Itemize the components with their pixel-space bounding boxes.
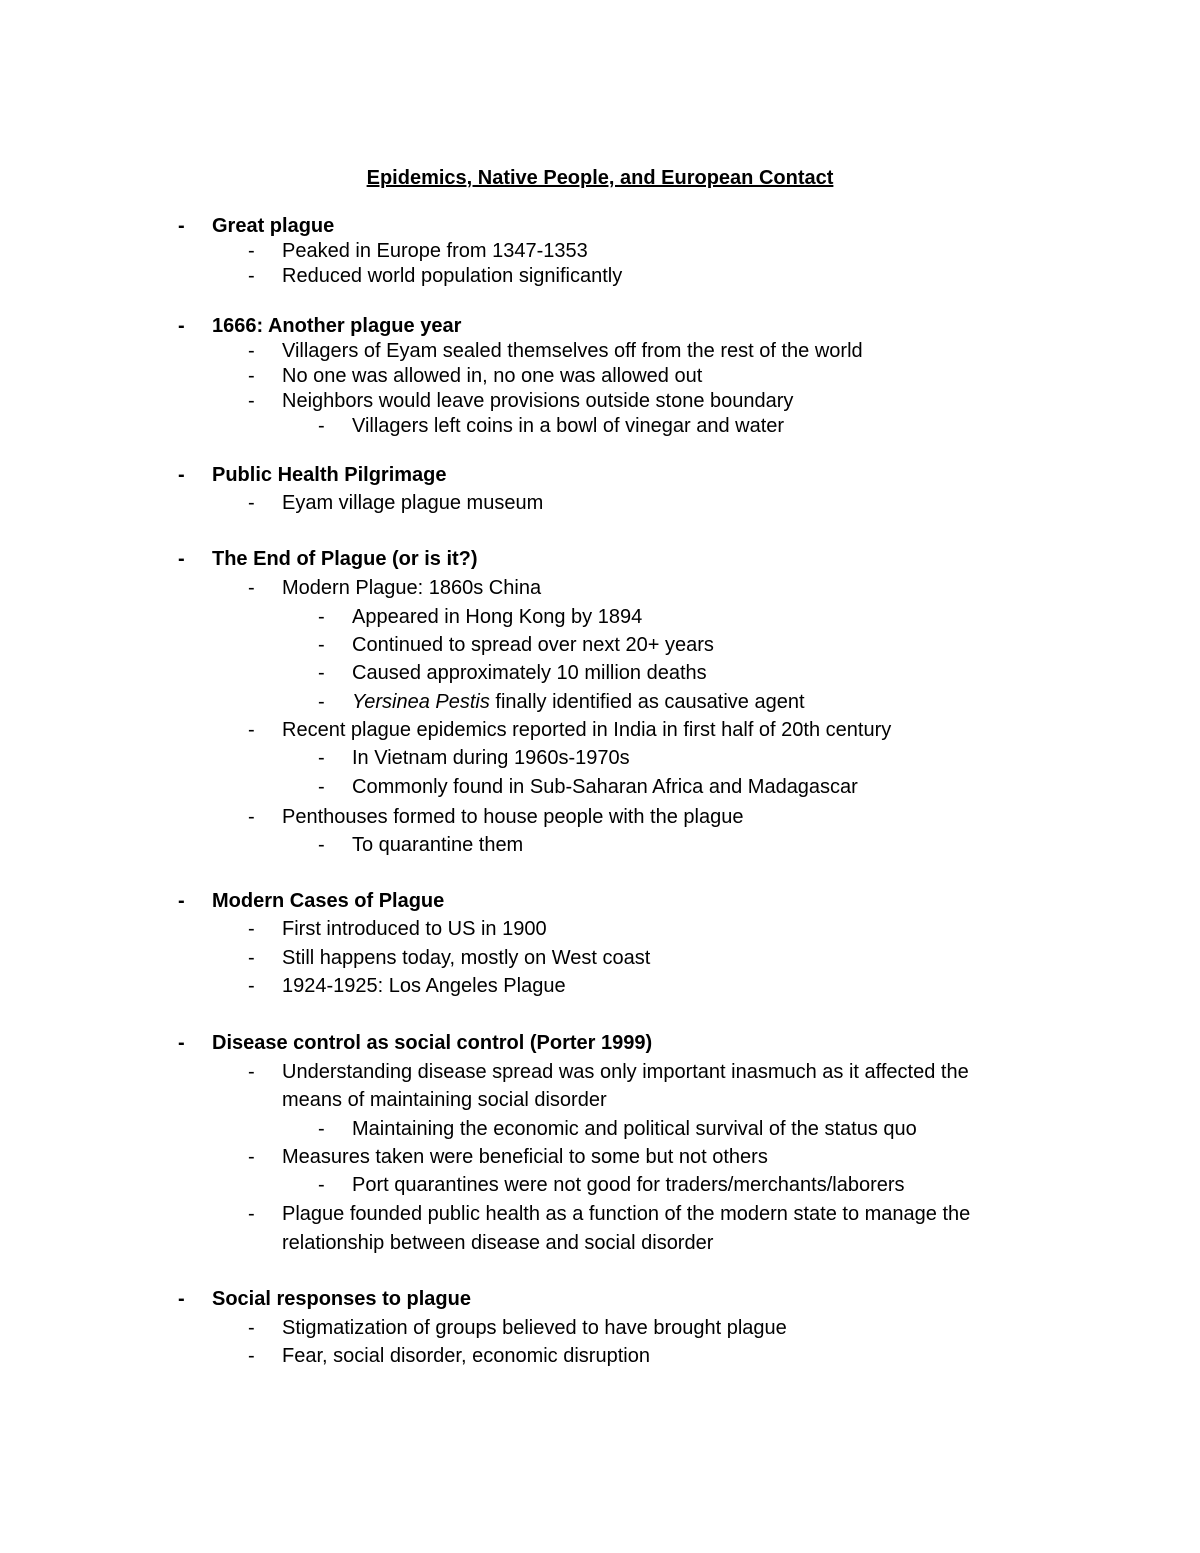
list-item: Modern Plague: 1860s China bbox=[282, 577, 542, 599]
section-heading: The End of Plague (or is it?) bbox=[212, 548, 478, 570]
bullet-dash: - bbox=[248, 1146, 255, 1168]
bullet-dash: - bbox=[248, 975, 255, 997]
bullet-dash: - bbox=[248, 492, 255, 514]
bullet-dash: - bbox=[318, 662, 325, 684]
bullet-dash: - bbox=[178, 1288, 185, 1310]
list-item: Commonly found in Sub-Saharan Africa and Madagascar bbox=[352, 776, 858, 798]
list-item: No one was allowed in, no one was allowed out bbox=[282, 365, 703, 387]
bullet-dash: - bbox=[318, 1174, 325, 1196]
list-item: Peaked in Europe from 1347-1353 bbox=[282, 240, 588, 262]
bullet-dash: - bbox=[318, 415, 325, 437]
list-item: Understanding disease spread was only important inasmuch as it affected the bbox=[282, 1061, 969, 1083]
list-item: means of maintaining social disorder bbox=[282, 1089, 607, 1111]
bullet-dash: - bbox=[178, 315, 185, 337]
bullet-dash: - bbox=[318, 834, 325, 856]
section-heading: Disease control as social control (Porter 1999) bbox=[212, 1032, 653, 1054]
bullet-dash: - bbox=[318, 634, 325, 656]
list-item bbox=[352, 690, 805, 714]
italic-term: Yersinea Pestis bbox=[352, 691, 490, 713]
bullet-dash: - bbox=[178, 1032, 185, 1054]
document-title: Epidemics, Native People, and European Contact bbox=[366, 167, 834, 189]
list-item: Measures taken were beneficial to some but not others bbox=[282, 1146, 768, 1168]
bullet-dash: - bbox=[248, 365, 255, 387]
bullet-dash: - bbox=[318, 606, 325, 628]
section-heading: Modern Cases of Plague bbox=[212, 890, 445, 912]
bullet-dash: - bbox=[178, 548, 185, 570]
list-item: Villagers left coins in a bowl of vinegar and water bbox=[352, 415, 785, 437]
bullet-dash: - bbox=[318, 1118, 325, 1140]
list-item: Neighbors would leave provisions outside stone boundary bbox=[282, 390, 794, 412]
list-item: relationship between disease and social disorder bbox=[282, 1232, 714, 1254]
bullet-dash: - bbox=[248, 1203, 255, 1225]
section-heading: Social responses to plague bbox=[212, 1288, 471, 1310]
list-item: Still happens today, mostly on West coast bbox=[282, 947, 651, 969]
list-item: Recent plague epidemics reported in India in first half of 20th century bbox=[282, 719, 892, 741]
section-heading: Great plague bbox=[212, 215, 335, 237]
bullet-dash: - bbox=[318, 776, 325, 798]
section-heading: 1666: Another plague year bbox=[212, 315, 462, 337]
bullet-dash: - bbox=[248, 577, 255, 599]
bullet-dash: - bbox=[318, 747, 325, 769]
list-item: 1924-1925: Los Angeles Plague bbox=[282, 975, 566, 997]
list-item: To quarantine them bbox=[352, 834, 524, 856]
bullet-dash: - bbox=[248, 719, 255, 741]
bullet-dash: - bbox=[178, 890, 185, 912]
list-item: Villagers of Eyam sealed themselves off from the rest of the world bbox=[282, 340, 863, 362]
bullet-dash: - bbox=[318, 691, 325, 713]
list-item: Penthouses formed to house people with the plague bbox=[282, 806, 744, 828]
bullet-dash: - bbox=[248, 947, 255, 969]
bullet-dash: - bbox=[178, 215, 185, 237]
list-item: First introduced to US in 1900 bbox=[282, 918, 547, 940]
list-item: Reduced world population significantly bbox=[282, 265, 623, 287]
list-item: Caused approximately 10 million deaths bbox=[352, 662, 707, 684]
item-text: finally identified as causative agent bbox=[489, 691, 805, 713]
list-item: Maintaining the economic and political survival of the status quo bbox=[352, 1118, 917, 1140]
section-heading: Public Health Pilgrimage bbox=[212, 464, 447, 486]
bullet-dash: - bbox=[178, 464, 185, 486]
bullet-dash: - bbox=[248, 1317, 255, 1339]
list-item: Plague founded public health as a function of the modern state to manage the bbox=[282, 1203, 971, 1225]
bullet-dash: - bbox=[248, 806, 255, 828]
bullet-dash: - bbox=[248, 265, 255, 287]
bullet-dash: - bbox=[248, 240, 255, 262]
bullet-dash: - bbox=[248, 1345, 255, 1367]
bullet-dash: - bbox=[248, 918, 255, 940]
list-item: Port quarantines were not good for traders/merchants/laborers bbox=[352, 1174, 905, 1196]
list-item: Stigmatization of groups believed to have brought plague bbox=[282, 1317, 787, 1339]
list-item: Eyam village plague museum bbox=[282, 492, 544, 514]
bullet-dash: - bbox=[248, 390, 255, 412]
list-item: In Vietnam during 1960s-1970s bbox=[352, 747, 630, 769]
list-item: Continued to spread over next 20+ years bbox=[352, 634, 714, 656]
list-item: Fear, social disorder, economic disruption bbox=[282, 1345, 650, 1367]
bullet-dash: - bbox=[248, 1061, 255, 1083]
list-item: Appeared in Hong Kong by 1894 bbox=[352, 606, 643, 628]
bullet-dash: - bbox=[248, 340, 255, 362]
